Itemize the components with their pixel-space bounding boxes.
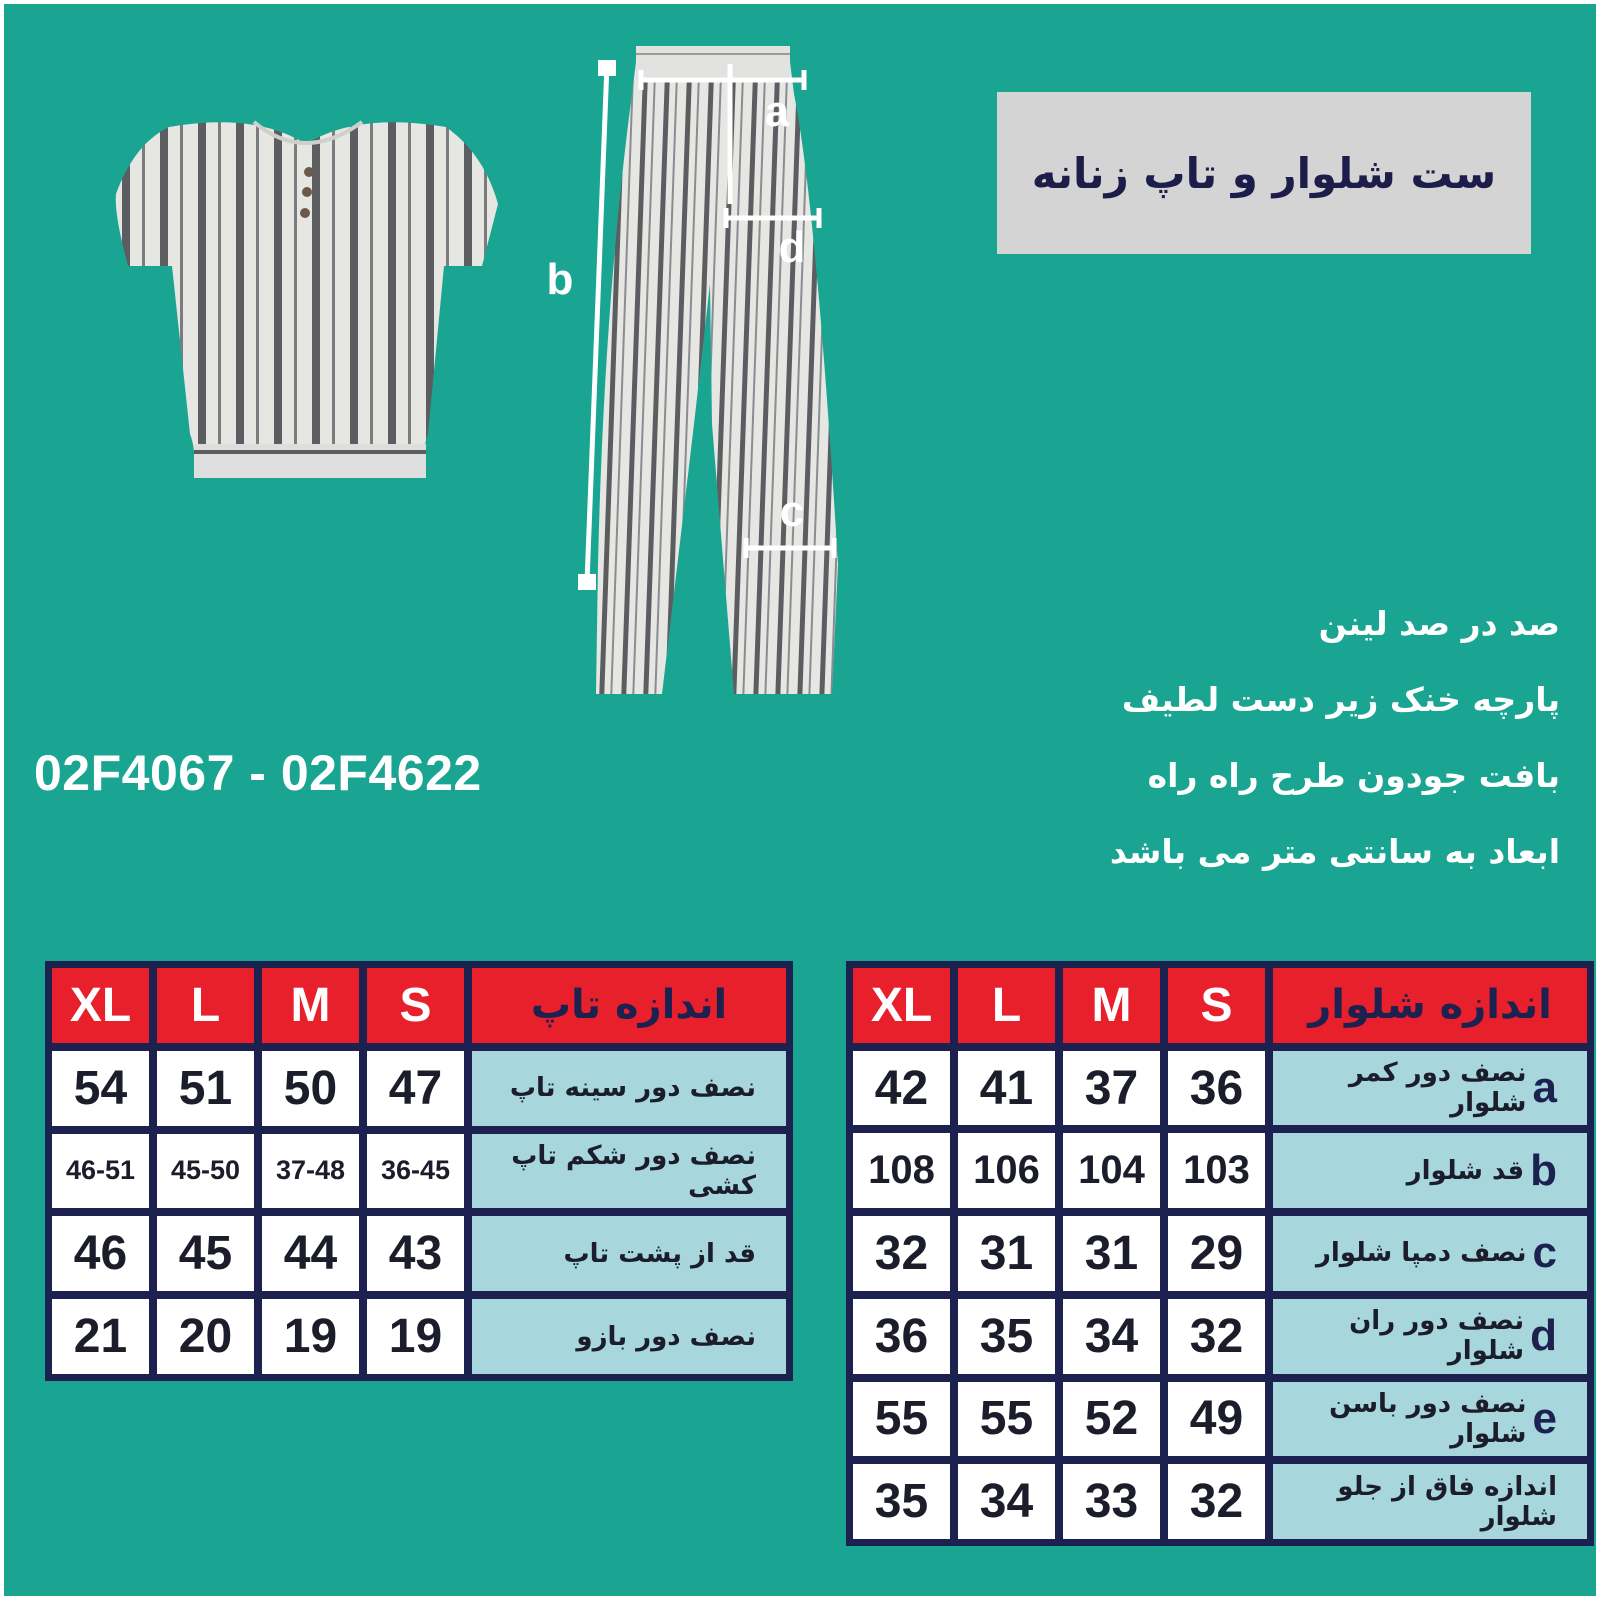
size-header: S: [367, 968, 464, 1043]
table-cell: 35: [958, 1299, 1055, 1374]
measure-label-c: c: [779, 487, 805, 536]
table-cell: 34: [1063, 1299, 1160, 1374]
size-chart-canvas: [4, 4, 1596, 1596]
page-title: ست شلوار و تاپ زنانه: [997, 92, 1531, 254]
measure-label-b: b: [546, 255, 574, 304]
row-label: [1273, 1464, 1587, 1539]
table-cell: 36: [853, 1299, 950, 1374]
row-label-text: نصف دور ران شلوار: [1349, 1306, 1525, 1367]
size-header: L: [157, 968, 254, 1043]
table-cell: 46: [52, 1216, 149, 1291]
table-cell: 32: [1168, 1299, 1265, 1374]
table-cell: 104: [1063, 1133, 1160, 1208]
row-label-text: نصف دور باسن شلوار: [1329, 1388, 1527, 1449]
table-cell: 49: [1168, 1382, 1265, 1457]
feature-list: [1040, 604, 1560, 908]
row-label: نصف دور سینه تاپ: [472, 1051, 786, 1126]
table-cell: 54: [52, 1051, 149, 1126]
table-cell: 19: [367, 1299, 464, 1374]
table-cell: 51: [157, 1051, 254, 1126]
table-cell: 31: [958, 1216, 1055, 1291]
table-cell: 34: [958, 1464, 1055, 1539]
row-label-text: اندازه فاق از جلو شلوار: [1337, 1471, 1557, 1532]
row-label: [1273, 1216, 1587, 1291]
measure-label-d: d: [778, 223, 806, 272]
row-label: [1273, 1382, 1587, 1457]
table-cell: 45-50: [157, 1134, 254, 1209]
table-cell: 35: [853, 1464, 950, 1539]
table-cell: 55: [958, 1382, 1055, 1457]
feature-item: صد در صد لینن: [1318, 604, 1560, 643]
table-cell: 31: [1063, 1216, 1160, 1291]
table-cell: 42: [853, 1051, 950, 1126]
size-header: L: [958, 968, 1055, 1043]
pants-size-table: [846, 961, 1594, 1546]
row-label: نصف دور شکم تاپ کشی: [472, 1134, 786, 1209]
row-label: نصف دور بازو: [472, 1299, 786, 1374]
row-letter: a: [1532, 1063, 1557, 1113]
pants-garment-image: [596, 46, 838, 694]
table-cell: 103: [1168, 1133, 1265, 1208]
row-label-text: قد شلوار: [1406, 1155, 1525, 1186]
top-garment-image: [116, 122, 498, 478]
measure-label-a: a: [764, 87, 790, 136]
product-illustration: [4, 4, 904, 724]
row-label: [1273, 1051, 1587, 1126]
table-cell: 41: [958, 1051, 1055, 1126]
row-label-text: نصف دور کمر شلوار: [1348, 1058, 1527, 1119]
table-cell: 108: [853, 1133, 950, 1208]
row-label: [1273, 1133, 1587, 1208]
row-letter: e: [1532, 1393, 1557, 1443]
table-cell: 43: [367, 1216, 464, 1291]
row-label: قد از پشت تاپ: [472, 1216, 786, 1291]
table-cell: 52: [1063, 1382, 1160, 1457]
table-cell: 46-51: [52, 1134, 149, 1209]
table-title: اندازه شلوار: [1273, 968, 1587, 1043]
table-cell: 50: [262, 1051, 359, 1126]
size-header: XL: [853, 968, 950, 1043]
table-cell: 37: [1063, 1051, 1160, 1126]
row-label: [1273, 1299, 1587, 1374]
feature-item: پارچه خنک زیر دست لطیف: [1121, 680, 1560, 719]
row-label-text: نصف دمپا شلوار: [1315, 1238, 1527, 1269]
size-header: M: [262, 968, 359, 1043]
table-cell: 55: [853, 1382, 950, 1457]
table-cell: 44: [262, 1216, 359, 1291]
table-cell: 32: [853, 1216, 950, 1291]
row-letter: d: [1530, 1311, 1557, 1361]
table-cell: 20: [157, 1299, 254, 1374]
table-cell: 106: [958, 1133, 1055, 1208]
product-codes: 02F4067 - 02F4622: [34, 745, 482, 801]
table-cell: 37-48: [262, 1134, 359, 1209]
table-cell: 21: [52, 1299, 149, 1374]
size-header: M: [1063, 968, 1160, 1043]
size-header: S: [1168, 968, 1265, 1043]
row-letter: b: [1530, 1145, 1557, 1195]
table-cell: 36: [1168, 1051, 1265, 1126]
top-size-table: [45, 961, 793, 1381]
table-cell: 33: [1063, 1464, 1160, 1539]
size-header: XL: [52, 968, 149, 1043]
table-cell: 19: [262, 1299, 359, 1374]
feature-item: بافت جودون طرح راه راه: [1147, 756, 1560, 795]
table-cell: 36-45: [367, 1134, 464, 1209]
table-cell: 47: [367, 1051, 464, 1126]
table-title: اندازه تاپ: [472, 968, 786, 1043]
table-cell: 45: [157, 1216, 254, 1291]
row-letter: c: [1532, 1228, 1557, 1278]
table-cell: 32: [1168, 1464, 1265, 1539]
feature-item: ابعاد به سانتی متر می باشد: [1109, 832, 1560, 871]
table-cell: 29: [1168, 1216, 1265, 1291]
